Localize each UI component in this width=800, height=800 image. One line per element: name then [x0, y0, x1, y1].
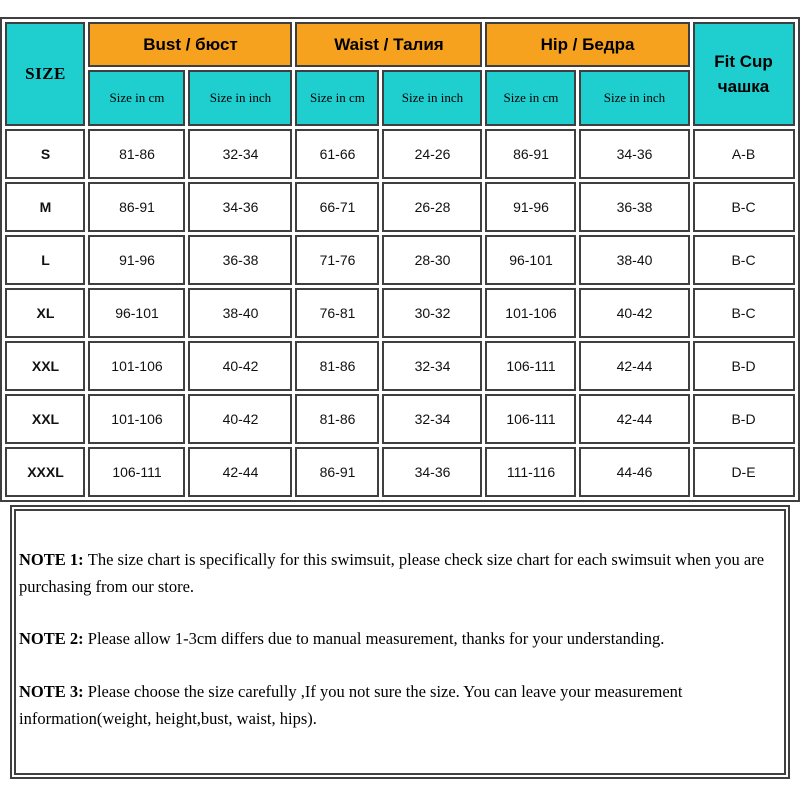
cup-cell: B-C — [693, 288, 795, 338]
waist-in-cell: 24-26 — [382, 129, 482, 179]
size-cell: XL — [5, 288, 85, 338]
waist-cm-subheader: Size in cm — [295, 70, 379, 126]
hip-in-cell: 40-42 — [579, 288, 689, 338]
hip-in-cell: 44-46 — [579, 447, 689, 497]
bust-in-cell: 36-38 — [188, 235, 292, 285]
note-label: NOTE 1: — [19, 550, 88, 569]
cup-cell: A-B — [693, 129, 795, 179]
size-cell: L — [5, 235, 85, 285]
bust-in-cell: 40-42 — [188, 341, 292, 391]
cup-cell: B-C — [693, 182, 795, 232]
size-cell: M — [5, 182, 85, 232]
bust-cm-cell: 96-101 — [88, 288, 185, 338]
bust-group-header: Bust / бюст — [88, 22, 292, 67]
size-chart-table — [0, 17, 799, 502]
size-cell: XXL — [5, 341, 85, 391]
waist-in-cell: 32-34 — [382, 341, 482, 391]
hip-in-cell: 42-44 — [579, 341, 689, 391]
waist-cm-cell: 66-71 — [295, 182, 379, 232]
cup-cell: B-C — [693, 235, 795, 285]
hip-in-cell: 42-44 — [579, 394, 689, 444]
waist-cm-cell: 81-86 — [295, 394, 379, 444]
bust-cm-cell: 86-91 — [88, 182, 185, 232]
note-text: Please allow 1-3cm differs due to manual measurement, thanks for your understanding. — [87, 629, 665, 649]
note — [19, 626, 776, 653]
hip-cm-subheader: Size in cm — [485, 70, 576, 126]
waist-cm-cell: 86-91 — [295, 447, 379, 497]
waist-in-cell: 26-28 — [382, 182, 482, 232]
note-text: Please choose the size carefully ,If you not sure the size. You can leave your measurement information(weight, height,bust, waist, hips). — [19, 682, 683, 728]
hip-inch-subheader: Size in inch — [579, 70, 689, 126]
bust-in-cell: 32-34 — [188, 129, 292, 179]
waist-in-cell: 28-30 — [382, 235, 482, 285]
bust-in-cell: 38-40 — [188, 288, 292, 338]
cup-cell: B-D — [693, 341, 795, 391]
group-header-row — [5, 22, 794, 67]
table-row — [5, 288, 794, 338]
hip-in-cell: 36-38 — [579, 182, 689, 232]
table-row — [5, 394, 794, 444]
notes-content — [14, 509, 786, 775]
hip-cm-cell: 106-111 — [485, 341, 576, 391]
note-label: NOTE 3: — [19, 682, 88, 702]
hip-cm-cell: 86-91 — [485, 129, 576, 179]
hip-in-cell: 34-36 — [579, 129, 689, 179]
hip-group-header: Hip / Бедра — [485, 22, 689, 67]
waist-cm-cell: 61-66 — [295, 129, 379, 179]
notes-box — [10, 505, 790, 779]
note — [19, 547, 776, 600]
size-cell: XXXL — [5, 447, 85, 497]
table-row — [5, 341, 794, 391]
waist-in-cell: 34-36 — [382, 447, 482, 497]
hip-cm-cell: 91-96 — [485, 182, 576, 232]
note-label: NOTE 2: — [19, 629, 88, 649]
hip-cm-cell: 96-101 — [485, 235, 576, 285]
bust-inch-subheader: Size in inch — [188, 70, 292, 126]
bust-in-cell: 40-42 — [188, 394, 292, 444]
fit-cup-header-line1: Fit Cup — [714, 52, 773, 71]
table-row — [5, 235, 794, 285]
bust-cm-cell: 101-106 — [88, 341, 185, 391]
size-table-body — [5, 129, 794, 497]
waist-cm-cell: 76-81 — [295, 288, 379, 338]
note-text: The size chart is specifically for this swimsuit, please check size chart for each swimsuit when you are purchasing from our store. — [19, 550, 765, 596]
hip-in-cell: 38-40 — [579, 235, 689, 285]
size-cell: S — [5, 129, 85, 179]
fit-cup-header — [693, 22, 795, 126]
bust-in-cell: 34-36 — [188, 182, 292, 232]
waist-cm-cell: 81-86 — [295, 341, 379, 391]
bust-cm-cell: 81-86 — [88, 129, 185, 179]
hip-cm-cell: 111-116 — [485, 447, 576, 497]
waist-cm-cell: 71-76 — [295, 235, 379, 285]
table-row — [5, 447, 794, 497]
bust-cm-subheader: Size in cm — [88, 70, 185, 126]
table-row — [5, 182, 794, 232]
note — [19, 679, 776, 732]
subheader-row — [5, 70, 794, 126]
bust-in-cell: 42-44 — [188, 447, 292, 497]
bust-cm-cell: 91-96 — [88, 235, 185, 285]
cup-cell: D-E — [693, 447, 795, 497]
waist-in-cell: 32-34 — [382, 394, 482, 444]
waist-group-header: Waist / Талия — [295, 22, 482, 67]
table-row — [5, 129, 794, 179]
bust-cm-cell: 106-111 — [88, 447, 185, 497]
hip-cm-cell: 101-106 — [485, 288, 576, 338]
fit-cup-header-line2: чашка — [717, 77, 770, 96]
size-column-header: SIZE — [5, 22, 85, 126]
hip-cm-cell: 106-111 — [485, 394, 576, 444]
size-cell: XXL — [5, 394, 85, 444]
bust-cm-cell: 101-106 — [88, 394, 185, 444]
cup-cell: B-D — [693, 394, 795, 444]
waist-inch-subheader: Size in inch — [382, 70, 482, 126]
waist-in-cell: 30-32 — [382, 288, 482, 338]
